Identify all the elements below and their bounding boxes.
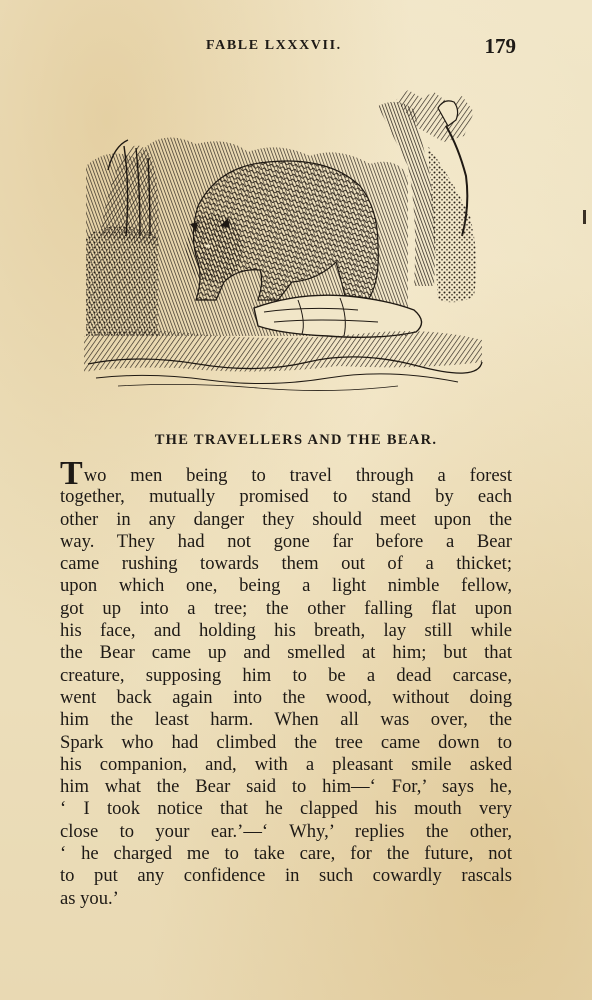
text-line: way. They had not gone far before a Bear: [60, 530, 512, 552]
text-line: Spark who had climbed the tree came down to: [60, 731, 512, 753]
text-line: as you.’: [60, 887, 119, 909]
text-line: other in any danger they should meet upon the: [60, 508, 512, 530]
text-line: ‘ he charged me to take care, for the future, not: [60, 843, 512, 865]
text-line: upon which one, being a light nimble fellow,: [60, 575, 512, 597]
text-line: got up into a tree; the other falling flat upon: [60, 597, 512, 619]
fable-body: [60, 455, 512, 910]
fable-title: THE TRAVELLERS AND THE BEAR.: [154, 432, 438, 448]
text-line: together, mutually promised to stand by each: [60, 486, 512, 508]
text-line: his face, and holding his breath, lay still while: [60, 620, 512, 642]
text-line: to put any confidence in such cowardly rascals: [60, 865, 512, 887]
text-line: went back again into the wood, without doing: [60, 686, 512, 708]
text-line-rest: wo men being to travel through a forest: [83, 465, 512, 486]
text-line: him what the Bear said to him—‘ For,’ says he,: [60, 776, 512, 798]
margin-mark: [583, 210, 586, 224]
text-line: him the least harm. When all was over, the: [60, 709, 512, 731]
text-line: creature, supposing him to be a dead carcase,: [60, 664, 512, 686]
text-line: his companion, and, with a pleasant smile asked: [60, 753, 512, 775]
page-number: 179: [484, 34, 516, 58]
text-line: came rushing towards them out of a thicket;: [60, 553, 512, 575]
text-line: [60, 455, 512, 492]
woodcut-illustration-bear: [78, 86, 486, 398]
text-line: ‘ I took notice that he clapped his mouth very: [60, 798, 512, 820]
drop-cap: T: [60, 455, 83, 492]
text-line: the Bear came up and smelled at him; but that: [60, 642, 512, 664]
text-line: close to your ear.’—‘ Why,’ replies the other,: [60, 820, 512, 842]
running-head: FABLE LXXXVII.: [206, 38, 342, 53]
